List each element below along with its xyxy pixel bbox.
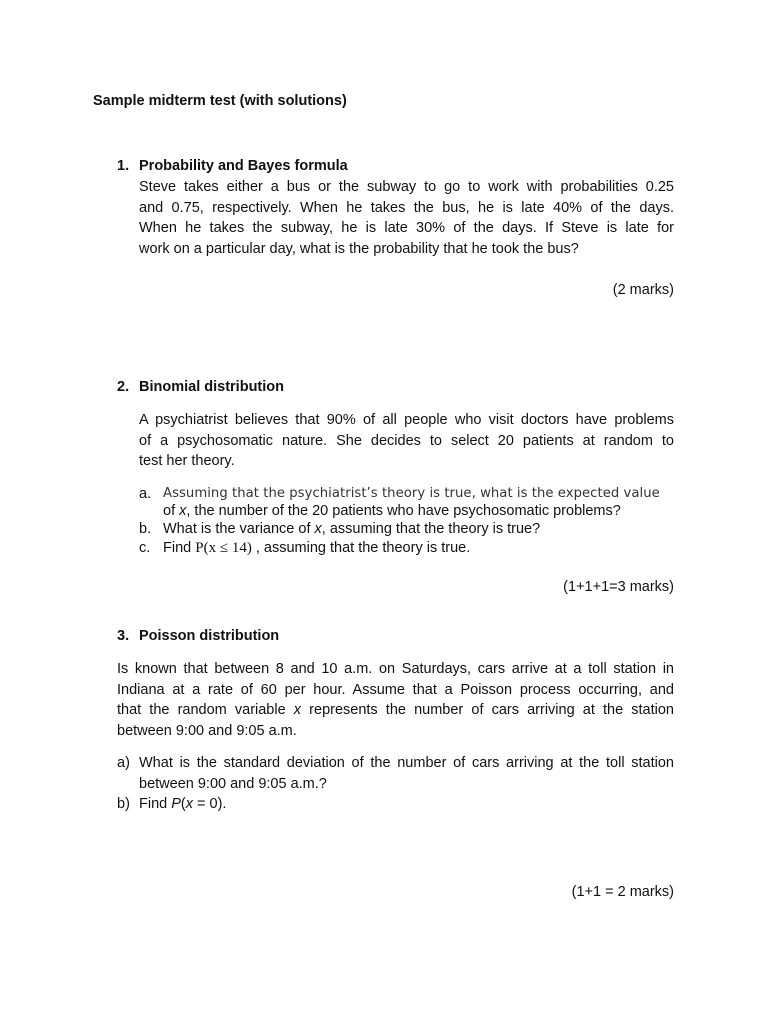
question-1-line: When he takes the subway, he is late 30% of the days. If Steve is late for — [139, 220, 674, 236]
question-3-body — [117, 659, 674, 741]
question-2-part-c-text — [163, 540, 470, 557]
part-c-math-expression: P(x ≤ 14) — [195, 540, 252, 556]
part-b3-text: = 0). — [193, 796, 227, 812]
part-b3-variable: P — [171, 796, 181, 812]
part-b3-variable: x — [185, 796, 194, 812]
question-3-part-a-label: a) — [117, 755, 130, 771]
question-3-part-b-label: b) — [117, 796, 130, 812]
question-2-part-a-line2 — [163, 503, 621, 519]
question-1-line: work on a particular day, what is the probability that he took the bus? — [139, 240, 579, 257]
question-1-marks: (2 marks) — [612, 282, 674, 298]
question-3-part-a-line2: between 9:00 and 9:05 a.m.? — [139, 776, 327, 792]
question-3-marks: (1+1 = 2 marks) — [571, 884, 674, 900]
question-2-line: test her theory. — [139, 453, 235, 469]
part-a-text: , the number of the 20 patients who have psychosomatic problems? — [186, 503, 621, 519]
question-1-heading: Probability and Bayes formula — [139, 158, 348, 174]
question-2-heading: Binomial distribution — [139, 379, 284, 395]
question-2-part-b-text — [163, 521, 540, 537]
question-1-number: 1. — [117, 158, 130, 174]
page-title: Sample midterm test (with solutions) — [93, 93, 347, 109]
question-1-body — [139, 177, 674, 259]
question-1-line: and 0.75, respectively. When he takes the bus, he is late 40% of the days. — [139, 199, 674, 216]
question-2-part-a-label: a. — [139, 486, 152, 502]
question-3-variable: x — [293, 702, 302, 718]
part-a-text: of — [163, 503, 180, 519]
question-3-line: Is known that between 8 and 10 a.m. on Saturdays, cars arrive at a toll station in — [117, 661, 674, 677]
question-3-number: 3. — [117, 628, 130, 644]
question-3-part-a-line1: What is the standard deviation of the number of cars arriving at the toll station — [139, 755, 674, 771]
question-3-line: that the random variable x represents the number of cars arriving at the station — [117, 702, 674, 718]
part-b-text: What is the variance of — [163, 521, 315, 537]
question-2-line: A psychiatrist believes that 90% of all people who visit doctors have problems — [139, 412, 674, 428]
question-3-part-b-text — [139, 796, 226, 812]
question-2-body — [139, 410, 674, 472]
question-1-line: Steve takes either a bus or the subway to go to work with probabilities 0.25 — [139, 179, 674, 195]
question-2-marks: (1+1+1=3 marks) — [563, 579, 674, 595]
part-b-text: , assuming that the theory is true? — [321, 521, 541, 537]
part-c-text: , assuming that the theory is true. — [251, 540, 471, 556]
question-2-part-a-line1: Assuming that the psychiatrist’s theory is true, what is the expected value — [163, 486, 660, 501]
part-b3-text: ( — [180, 796, 186, 812]
question-3-heading: Poisson distribution — [139, 628, 280, 644]
question-2-number: 2. — [117, 379, 130, 395]
question-3-line: Indiana at a rate of 60 per hour. Assume that a Poisson process occurring, and — [117, 681, 674, 698]
question-2-part-b-label: b. — [139, 521, 152, 537]
part-a-variable: x — [179, 503, 187, 519]
question-3-line: between 9:00 and 9:05 a.m. — [117, 722, 297, 739]
part-b-variable: x — [314, 521, 322, 537]
part-c-text: Find — [163, 540, 196, 556]
question-2-line: of a psychosomatic nature. She decides to select 20 patients at random to — [139, 432, 674, 449]
question-2-part-c-label: c. — [139, 540, 151, 556]
part-b3-text: Find — [139, 796, 172, 812]
